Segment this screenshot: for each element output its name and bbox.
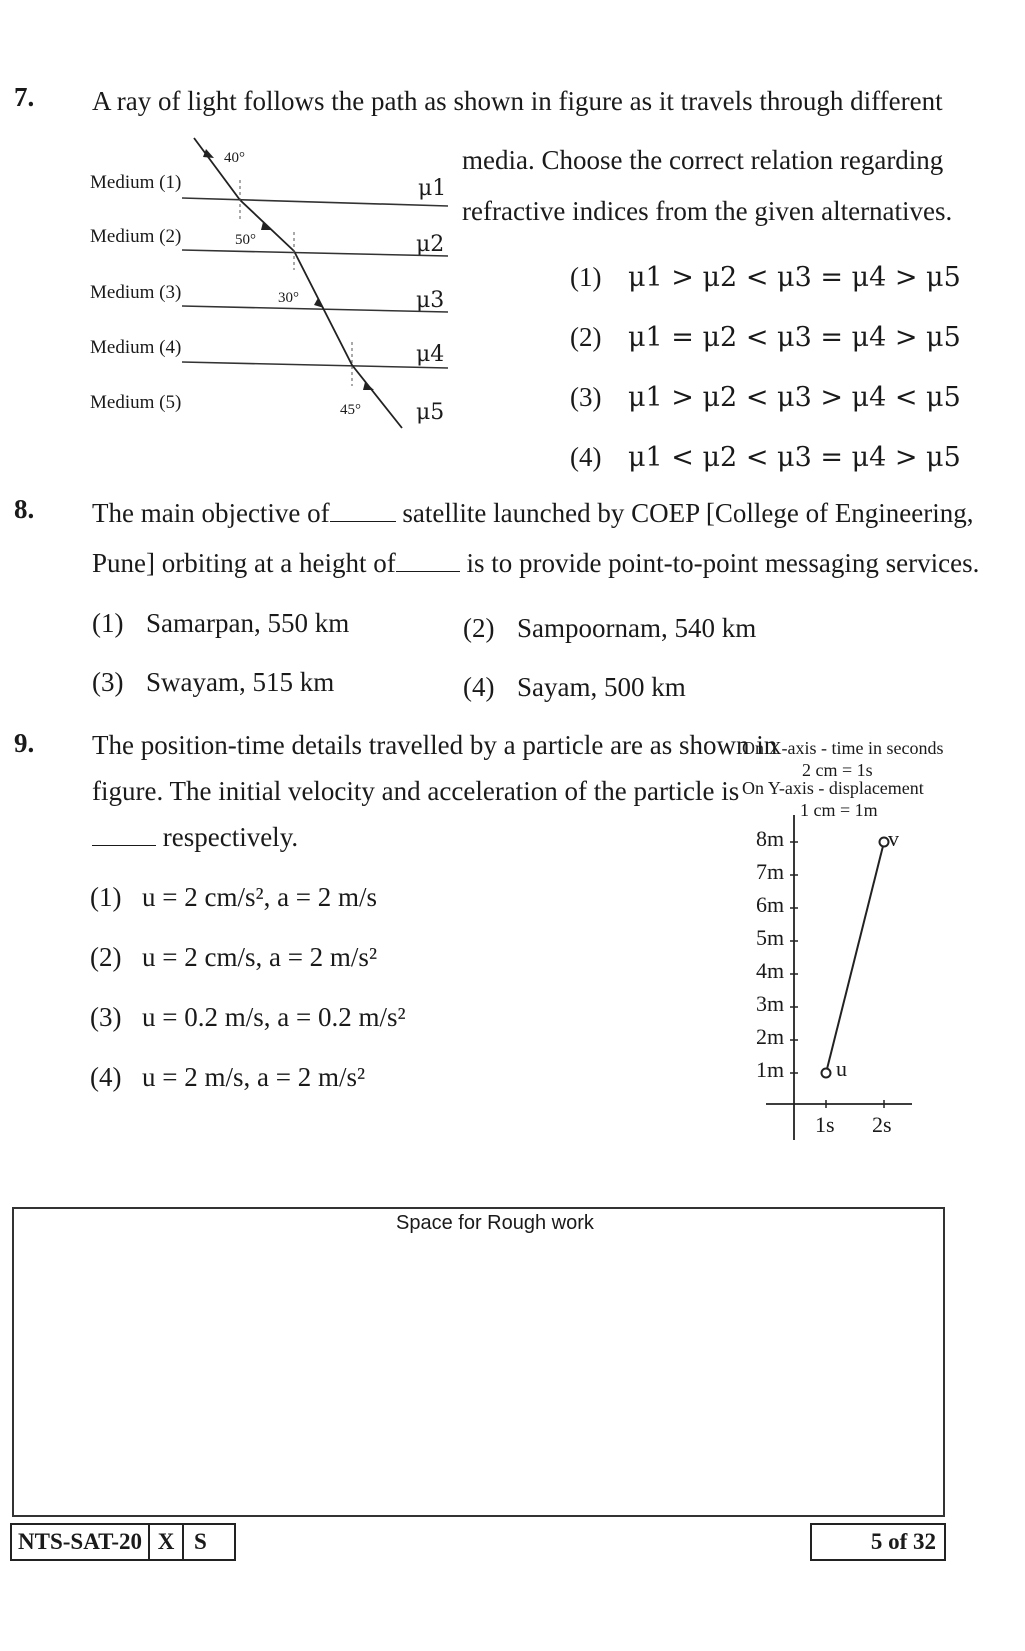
y-tick-label-4m: 4m: [756, 958, 785, 983]
q7-option-1-text: μ1 > μ2 < μ3 = μ4 > μ5: [628, 262, 961, 293]
y-tick-label-7m: 7m: [756, 859, 785, 884]
x-axis-note: On X-axis - time in seconds: [742, 738, 944, 758]
footer-class-cell: X: [148, 1523, 184, 1561]
mu-label-5: μ5: [416, 400, 445, 425]
y-axis-scale: 1 cm = 1m: [800, 800, 878, 820]
q7-option-1-num: (1): [570, 262, 602, 292]
q8-option-4-num: (4): [463, 672, 495, 702]
q9-option-2-text: u = 2 cm/s, a = 2 m/s²: [142, 942, 378, 972]
q9-option-2-num: (2): [90, 942, 122, 972]
angle-label-3: 30°: [278, 290, 299, 306]
q9-option-4-text: u = 2 m/s, a = 2 m/s²: [142, 1062, 366, 1092]
mu-label-2: μ2: [416, 232, 445, 257]
rough-work-label: Space for Rough work: [396, 1212, 594, 1234]
q8-line2-part-b: is to provide point-to-point messaging services.: [466, 548, 980, 578]
y-tick-label-6m: 6m: [756, 892, 785, 917]
medium-label-1: Medium (1): [90, 172, 182, 193]
q7-option-3-num: (3): [570, 382, 602, 412]
q8-option-3-num: (3): [92, 667, 124, 697]
q9-line3-text: respectively.: [162, 822, 299, 852]
point-label-u: u: [836, 1056, 847, 1081]
q9-line1: The position-time details travelled by a particle are as shown in: [92, 730, 778, 760]
q8-option-1-text: Samarpan, 550 km: [146, 608, 350, 638]
q9-option-3-num: (3): [90, 1002, 122, 1032]
footer-page-cell: 5 of 32: [810, 1523, 946, 1561]
q7-text-line1: A ray of light follows the path as shown in figure as it travels through different: [92, 86, 943, 116]
q7-number: 7.: [14, 82, 35, 112]
y-tick-label-5m: 5m: [756, 925, 785, 950]
q8-line1-part-b: satellite launched by COEP [College of Engineering,: [402, 498, 974, 528]
y-tick-label-3m: 3m: [756, 991, 785, 1016]
q7-text-line2: media. Choose the correct relation regarding: [462, 145, 944, 175]
medium-label-5: Medium (5): [90, 392, 182, 413]
x-tick-label-2s: 2s: [872, 1112, 892, 1137]
q9-option-4-num: (4): [90, 1062, 122, 1092]
y-tick-label-8m: 8m: [756, 826, 785, 851]
x-tick-label-1s: 1s: [815, 1112, 835, 1137]
q8-option-3-text: Swayam, 515 km: [146, 667, 335, 697]
footer-stream-cell: S: [182, 1523, 236, 1561]
point-label-v: v: [888, 826, 899, 851]
mu-label-4: μ4: [416, 342, 445, 367]
q7-text-line3: refractive indices from the given alternatives.: [462, 196, 953, 226]
mu-label-3: μ3: [416, 288, 445, 313]
angle-label-1: 40°: [224, 150, 245, 166]
point-v-marker: [880, 838, 889, 847]
q9-option-1-text: u = 2 cm/s², a = 2 m/s: [142, 882, 378, 912]
motion-line: [826, 842, 884, 1073]
q7-option-2-num: (2): [570, 322, 602, 352]
angle-label-4: 45°: [340, 402, 361, 418]
q8-option-2-text: Sampoornam, 540 km: [517, 613, 757, 643]
q8-option-2-num: (2): [463, 613, 495, 643]
medium-label-3: Medium (3): [90, 282, 182, 303]
medium-label-4: Medium (4): [90, 337, 182, 358]
q7-option-3-text: μ1 > μ2 < μ3 > μ4 < μ5: [628, 382, 961, 413]
q8-option-4-text: Sayam, 500 km: [517, 672, 686, 702]
q7-option-4-num: (4): [570, 442, 602, 472]
point-u-marker: [822, 1069, 831, 1078]
y-axis-note: On Y-axis - displacement: [742, 778, 924, 798]
angle-label-2: 50°: [235, 232, 256, 248]
q7-option-2-text: μ1 = μ2 < μ3 = μ4 > μ5: [628, 322, 961, 353]
q9-line2: figure. The initial velocity and acceleration of the particle is: [92, 776, 740, 806]
q9-option-3-text: u = 0.2 m/s, a = 0.2 m/s²: [142, 1002, 406, 1032]
y-tick-label-2m: 2m: [756, 1024, 785, 1049]
y-tick-label-1m: 1m: [756, 1057, 785, 1082]
q8-option-1-num: (1): [92, 608, 124, 638]
q8-line2-part-a: Pune] orbiting at a height of: [92, 548, 396, 578]
mu-label-1: μ1: [418, 176, 447, 201]
q9-number: 9.: [14, 728, 35, 758]
q8-line1-part-a: The main objective of: [92, 498, 330, 528]
q8-number: 8.: [14, 494, 35, 524]
x-axis-scale: 2 cm = 1s: [802, 760, 873, 780]
rough-work-box: [12, 1207, 945, 1517]
medium-label-2: Medium (2): [90, 226, 182, 247]
q9-option-1-num: (1): [90, 882, 122, 912]
q7-option-4-text: μ1 < μ2 < μ3 = μ4 > μ5: [628, 442, 961, 473]
footer-code-cell: NTS-SAT-20: [10, 1523, 150, 1561]
